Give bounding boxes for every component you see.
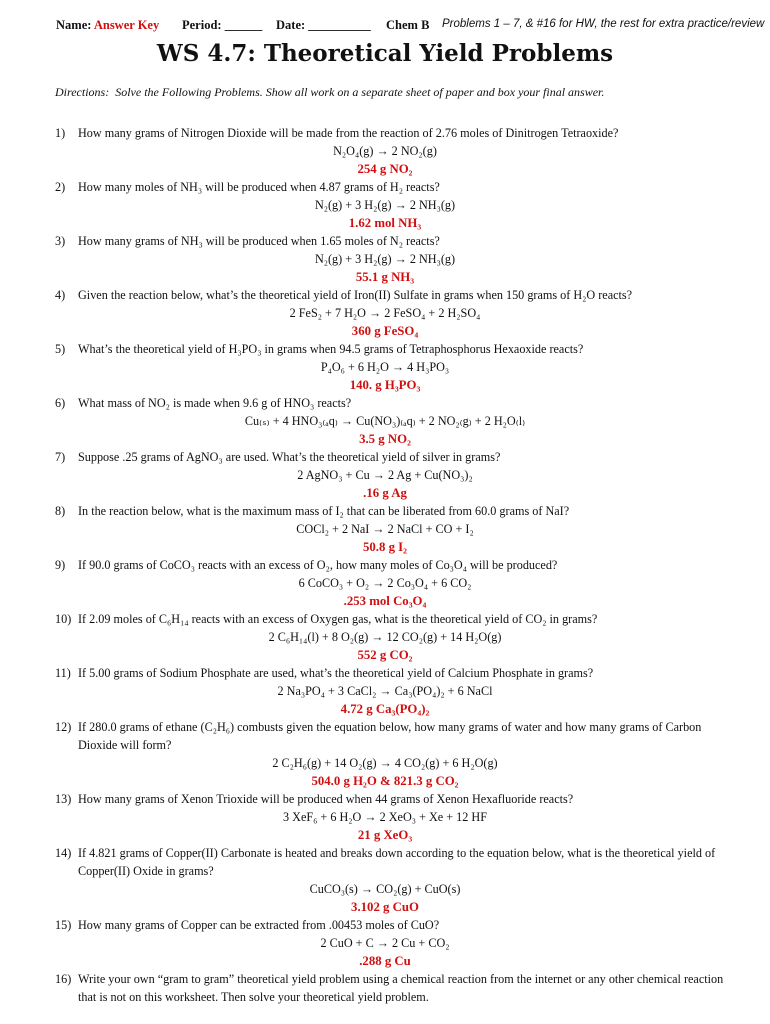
worksheet-header — [56, 18, 765, 36]
date-field: Date: __________ — [276, 18, 371, 32]
question-number: 10) — [55, 612, 72, 626]
question-text: If 5.00 grams of Sodium Phosphate are used, what’s the theoretical yield of Calcium Phosphate in grams? — [78, 666, 594, 680]
question-number: 5) — [55, 342, 66, 356]
question-number: 15) — [55, 918, 72, 932]
question-text: How many moles of NH₃ will be produced when 4.87 grams of H₂ reacts? — [78, 180, 440, 194]
question-item — [0, 844, 770, 916]
question-number: 8) — [55, 504, 66, 518]
question-item — [0, 664, 770, 718]
question-text: How many grams of NH₃ will be produced when 1.65 moles of N₂ reacts? — [78, 234, 440, 248]
chemical-equation: N₂O₄(g) → 2 NO₂(g) — [333, 144, 437, 158]
page-title: WS 4.7: Theoretical Yield Problems — [156, 40, 614, 67]
question-number: 11) — [55, 666, 71, 680]
question-text: If 280.0 grams of ethane (C₂H₆) combusts given the equation below, how many grams of water and how many grams of Carbon Dioxide will form? — [78, 720, 702, 752]
chemical-equation: 2 Na₃PO₄ + 3 CaCl₂ → Ca₃(PO₄)₂ + 6 NaCl — [277, 684, 493, 698]
chemical-equation: 2 CuO + C → 2 Cu + CO₂ — [320, 936, 450, 950]
question-text: If 2.09 moles of C₆H₁₄ reacts with an excess of Oxygen gas, what is the theoretical yield of CO₂ in grams? — [78, 612, 598, 626]
question-item — [0, 286, 770, 340]
question-number: 1) — [55, 126, 66, 140]
chemical-equation: P₄O₆ + 6 H₂O → 4 H₃PO₃ — [320, 360, 450, 374]
chemical-equation: 2 C₆H₁₄(l) + 8 O₂(g) → 12 CO₂(g) + 14 H₂O(g) — [268, 630, 502, 644]
question-text: How many grams of Xenon Trioxide will be produced when 44 grams of Xenon Hexafluoride reacts? — [78, 792, 574, 806]
question-item — [0, 718, 770, 790]
chemical-equation: Cu₍ₛ₎ + 4 HNO₃₍ₐq₎ → Cu(NO₃)₍ₐq₎ + 2 NO₂₍g₎ + 2 H₂O₍l₎ — [244, 414, 526, 428]
chemical-equation: N₂(g) + 3 H₂(g) → 2 NH₃(g) — [314, 198, 456, 212]
chemical-equation: 2 AgNO₃ + Cu → 2 Ag + Cu(NO₃)₂ — [297, 468, 473, 482]
question-item — [0, 340, 770, 394]
question-number: 6) — [55, 396, 66, 410]
homework-note: Problems 1 – 7, & #16 for HW, the rest for extra practice/review — [442, 18, 765, 30]
question-number: 4) — [55, 288, 66, 302]
question-text: What mass of NO₂ is made when 9.6 g of HNO₃ reacts? — [78, 396, 352, 410]
answer-key-value: .16 g Ag — [363, 486, 407, 500]
answer-key-value: 55.1 g NH₃ — [355, 270, 415, 284]
question-text: If 90.0 grams of CoCO₃ reacts with an excess of O₂, how many moles of Co₃O₄ will be produced? — [78, 558, 558, 572]
question-text: How many grams of Nitrogen Dioxide will be made from the reaction of 2.76 moles of Dinitrogen Tetraoxide? — [78, 126, 619, 140]
answer-key-value: 4.72 g Ca₃(PO₄)₂ — [340, 702, 430, 716]
answer-key-value: 3.102 g CuO — [351, 900, 419, 914]
answer-key-value: .288 g Cu — [359, 954, 411, 968]
question-item — [0, 970, 770, 1006]
question-item — [0, 610, 770, 664]
question-text: In the reaction below, what is the maximum mass of I₂ that can be liberated from 60.0 grams of NaI? — [78, 504, 570, 518]
directions-label: Directions: — [55, 85, 110, 99]
question-number: 2) — [55, 180, 66, 194]
question-number: 16) — [55, 972, 72, 986]
question-number: 12) — [55, 720, 72, 734]
question-number: 9) — [55, 558, 66, 572]
question-item — [0, 916, 770, 970]
question-number: 3) — [55, 234, 66, 248]
question-list — [0, 124, 770, 1006]
question-text: What’s the theoretical yield of H₃PO₃ in grams when 94.5 grams of Tetraphosphorus Hexaoxide reacts? — [78, 342, 584, 356]
question-item — [0, 556, 770, 610]
directions-text: Solve the Following Problems. Show all work on a separate sheet of paper and box your final answer. — [115, 85, 605, 99]
question-item — [0, 790, 770, 844]
chemical-equation: 6 CoCO₃ + O₂ → 2 Co₃O₄ + 6 CO₂ — [298, 576, 472, 590]
question-text: How many grams of Copper can be extracted from .00453 moles of CuO? — [78, 918, 440, 932]
question-number: 13) — [55, 792, 72, 806]
answer-key-value: 254 g NO₂ — [357, 162, 413, 176]
question-text: Suppose .25 grams of AgNO₃ are used. What’s the theoretical yield of silver in grams? — [78, 450, 501, 464]
chemical-equation: 2 C₂H₆(g) + 14 O₂(g) → 4 CO₂(g) + 6 H₂O(g) — [272, 756, 498, 770]
question-text: Given the reaction below, what’s the theoretical yield of Iron(II) Sulfate in grams when 150 grams of H₂O reacts? — [78, 288, 633, 302]
answer-key-value: 21 g XeO₃ — [357, 828, 413, 842]
name-field — [56, 18, 159, 33]
chemical-equation: COCl₂ + 2 NaI → 2 NaCl + CO + I₂ — [296, 522, 474, 536]
question-item — [0, 448, 770, 502]
question-text: If 4.821 grams of Copper(II) Carbonate is heated and breaks down according to the equation below, what is the theoretical yield of Copper(II) Oxide in grams? — [78, 846, 716, 878]
question-item — [0, 124, 770, 178]
answer-key-value: 552 g CO₂ — [357, 648, 413, 662]
answer-key-value: .253 mol Co₃O₄ — [343, 594, 427, 608]
question-item — [0, 394, 770, 448]
period-field: Period: ______ — [182, 18, 263, 32]
answer-key-value: 3.5 g NO₂ — [359, 432, 411, 446]
chemical-equation: 2 FeS₂ + 7 H₂O → 2 FeSO₄ + 2 H₂SO₄ — [289, 306, 481, 320]
name-value: Answer Key — [93, 18, 160, 32]
question-item — [0, 178, 770, 232]
question-item — [0, 502, 770, 556]
chemical-equation: N₂(g) + 3 H₂(g) → 2 NH₃(g) — [314, 252, 456, 266]
course-label: Chem B — [386, 18, 430, 32]
chemical-equation: 3 XeF₆ + 6 H₂O → 2 XeO₃ + Xe + 12 HF — [283, 810, 487, 824]
question-text: Write your own “gram to gram” theoretical yield problem using a chemical reaction from the internet or any other chemical reaction that is not on this worksheet. Then solve your theoretical yield problem. — [78, 972, 724, 1004]
answer-key-value: 360 g FeSO₄ — [351, 324, 419, 338]
answer-key-value: 504.0 g H₂O & 821.3 g CO₂ — [311, 774, 459, 788]
directions — [55, 85, 604, 100]
answer-key-value: 140. g H₃PO₃ — [349, 378, 421, 392]
answer-key-value: 1.62 mol NH₃ — [348, 216, 422, 230]
question-number: 7) — [55, 450, 66, 464]
chemical-equation: CuCO₃(s) → CO₂(g) + CuO(s) — [309, 882, 461, 896]
name-label: Name: — [56, 18, 92, 32]
question-item — [0, 232, 770, 286]
answer-key-value: 50.8 g I₂ — [362, 540, 407, 554]
question-number: 14) — [55, 846, 72, 860]
